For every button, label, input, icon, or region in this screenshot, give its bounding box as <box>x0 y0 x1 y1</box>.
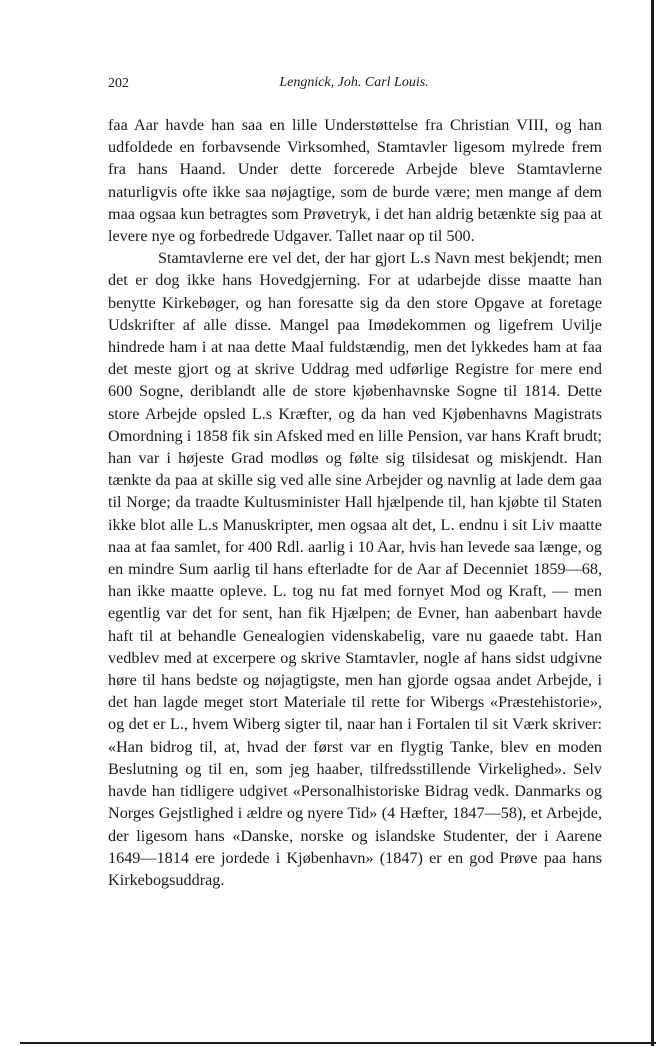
body-text <box>108 114 602 891</box>
page-number: 202 <box>108 76 129 91</box>
scan-edge-right <box>651 0 654 1046</box>
paragraph: Stamtavlerne ere vel det, der har gjort L.s Navn mest bekjendt; men det er dog ikke hans Hovedgjerning. For at udarbejde disse maatte han benytte Kirkebøger, og han foresatte sig da den store Opgave at foretage Udskrifter af alle disse. Mangel paa Imødekommen og ligefrem Uvilje hindrede ham i at naa dette Maal fuldstændig, men det lykkedes ham at faa det meste gjort og at skrive Uddrag med udførlige Registre for mere end 600 Sogne, deriblandt alle de store kjøbenhavnske Sogne til 1814. Dette store Arbejde opsled L.s Kræfter, og da han ved Kjøbenhavns Magistrats Omordning i 1858 fik sin Afsked med en lille Pension, var hans Kraft brudt; han var i højeste Grad modløs og følte sig tilsidesat og miskjendt. Han tænkte da paa at skille sig ved alle sine Arbejder og navnlig at lade dem gaa til Norge; da traadte Kultusminister Hall hjælpende til, han kjøbte til Staten ikke blot alle L.s Manuskripter, men ogsaa alt det, L. endnu i sit Liv maatte naa at faa samlet, for 400 Rdl. aarlig i 10 Aar, hvis han levede saa længe, og en mindre Sum aarlig til hans efterladte for de Aar af Decenniet 1859—68, han ikke maatte opleve. L. tog nu fat med fornyet Mod og Kraft, — men egentlig var det for sent, han fik Hjælpen; de Evner, han aabenbart havde haft til at behandle Genealogien videnskabelig, vare nu gaaede tabt. Han vedblev med at excerpere og skrive Stamtavler, nogle af hans sidst udgivne høre til hans bedste og nøjagtigste, men han gjorde ogsaa andet Arbejde, i det han lagde meget stort Materiale til rette for Wibergs «Præstehistorie», og det er L., hvem Wiberg sigter til, naar han i Fortalen til sit Værk skriver: «Han bidrog til, at, hvad der først var en flygtig Tanke, blev en moden Beslutning og til en, som jeg haaber, tilfredsstillende Virkelighed». Selv havde han tidligere udgivet «Personalhistoriske Bidrag vedk. Danmarks og Norges Gejstlighed i ældre og nyere Tid» (4 Hæfter, 1847—58), et Arbejde, der ligesom hans «Danske, norske og islandske Studenter, der i Aarene 1649—1814 ere jordede i Kjøbenhavn» (1847) er en god Prøve paa hans Kirkebogsuddrag. <box>108 249 602 889</box>
scan-edge-bottom <box>20 1042 656 1044</box>
running-head: Lengnick, Joh. Carl Louis. <box>279 75 429 90</box>
paragraph: faa Aar havde han saa en lille Understøttelse fra Christian VIII, og han udfoldede en forbavsende Virksomhed, Stamtavler ligesom mylrede frem fra hans Haand. Under dette forcerede Arbejde bleve Stamtavlerne naturligvis ofte ikke saa nøjagtige, som de burde være; men mange af dem maa ogsaa kun betragtes som Prøvetryk, i det han aldrig betænkte sig paa at levere nye og forbedrede Udgaver. Tallet naar op til 500. <box>108 116 602 246</box>
